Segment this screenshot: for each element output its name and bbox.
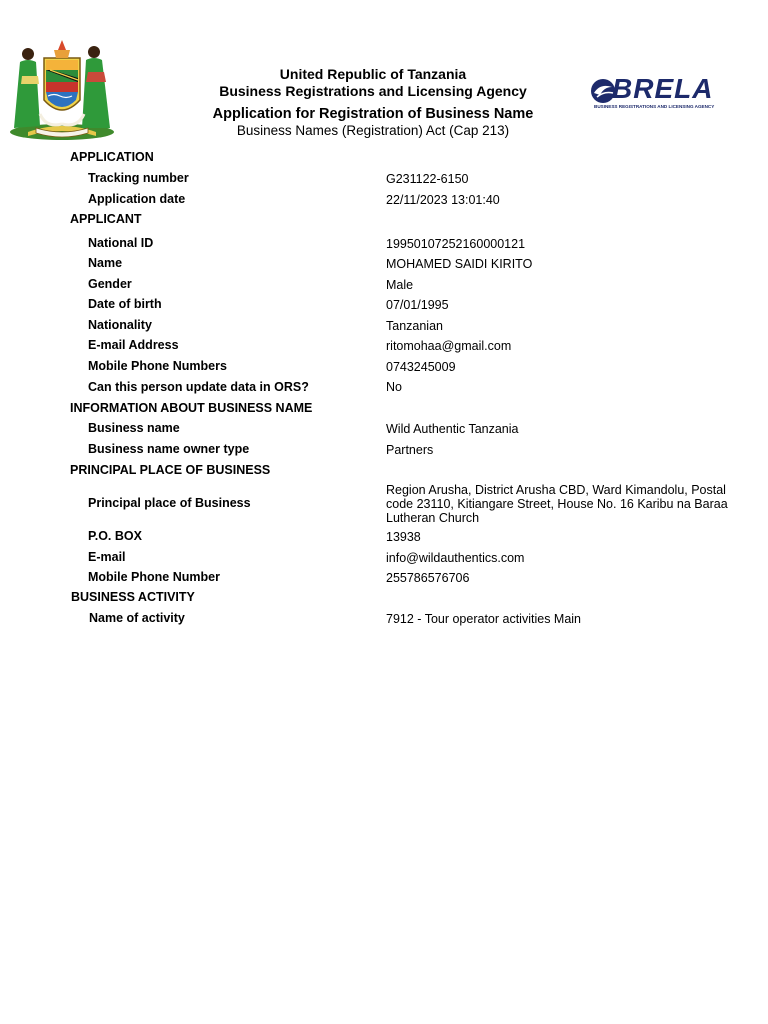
applicant-phone-label: Mobile Phone Numbers: [88, 359, 227, 373]
business-name-label: Business name: [88, 421, 180, 435]
brela-wordmark: BRELA: [612, 73, 714, 104]
national-id-label: National ID: [88, 236, 154, 250]
pobox-label: P.O. BOX: [88, 529, 142, 543]
business-email-label: E-mail: [88, 550, 126, 564]
gender-label: Gender: [88, 277, 132, 291]
activity-name-value: 7912 - Tour operator activities Main: [386, 612, 582, 626]
owner-type-label: Business name owner type: [88, 442, 250, 456]
section-business-activity: BUSINESS ACTIVITY: [71, 590, 195, 604]
act-subtitle: Business Names (Registration) Act (Cap 213): [236, 123, 510, 138]
dob-label: Date of birth: [88, 297, 162, 311]
applicant-email-label: E-mail Address: [88, 338, 179, 352]
dob-value: 07/01/1995: [386, 298, 449, 312]
coat-of-arms-logo: [6, 36, 118, 144]
applicant-email-value: ritomohaa@gmail.com: [386, 339, 512, 353]
business-email-value: info@wildauthentics.com: [386, 551, 525, 565]
name-value: MOHAMED SAIDI KIRITO: [386, 257, 533, 271]
business-phone-value: 255786576706: [386, 571, 470, 585]
section-business-name: INFORMATION ABOUT BUSINESS NAME: [70, 401, 313, 415]
business-phone-label: Mobile Phone Number: [88, 570, 220, 584]
application-date-value: 22/11/2023 13:01:40: [386, 193, 500, 207]
nationality-label: Nationality: [88, 318, 152, 332]
applicant-phone-value: 0743245009: [386, 360, 456, 374]
owner-type-value: Partners: [386, 443, 434, 457]
form-title: Application for Registration of Business Name: [212, 106, 534, 122]
application-date-label: Application date: [88, 192, 186, 206]
country-title: United Republic of Tanzania: [279, 66, 467, 82]
section-principal-place: PRINCIPAL PLACE OF BUSINESS: [70, 463, 271, 477]
tracking-number-value: G231122-6150: [386, 172, 469, 186]
ors-update-value: No: [386, 380, 402, 394]
name-label: Name: [88, 256, 123, 270]
principal-place-label: Principal place of Business: [88, 496, 251, 510]
ors-update-label: Can this person update data in ORS?: [88, 380, 309, 394]
nationality-value: Tanzanian: [386, 319, 443, 333]
brela-tagline: BUSINESS REGISTRATIONS AND LICENSING AGENCY: [594, 104, 715, 109]
section-applicant: APPLICANT: [70, 212, 142, 226]
coat-of-arms-icon: [6, 36, 118, 144]
brela-logo: [590, 74, 726, 114]
national-id-value: 19950107252160000121: [386, 237, 526, 251]
section-application: APPLICATION: [70, 150, 154, 164]
document-header: [150, 66, 596, 139]
agency-title: Business Registrations and Licensing Agency: [219, 83, 527, 99]
pobox-value: 13938: [386, 530, 421, 544]
business-name-value: Wild Authentic Tanzania: [386, 422, 519, 436]
gender-value: Male: [386, 278, 414, 292]
activity-name-label: Name of activity: [89, 611, 185, 625]
principal-place-value: Region Arusha, District Arusha CBD, Ward Kimandolu, Postal code 23110, Kitiangare Street, House No. 16 Karibu na Baraa Lutheran Church: [386, 483, 728, 525]
tracking-number-label: Tracking number: [88, 171, 189, 185]
